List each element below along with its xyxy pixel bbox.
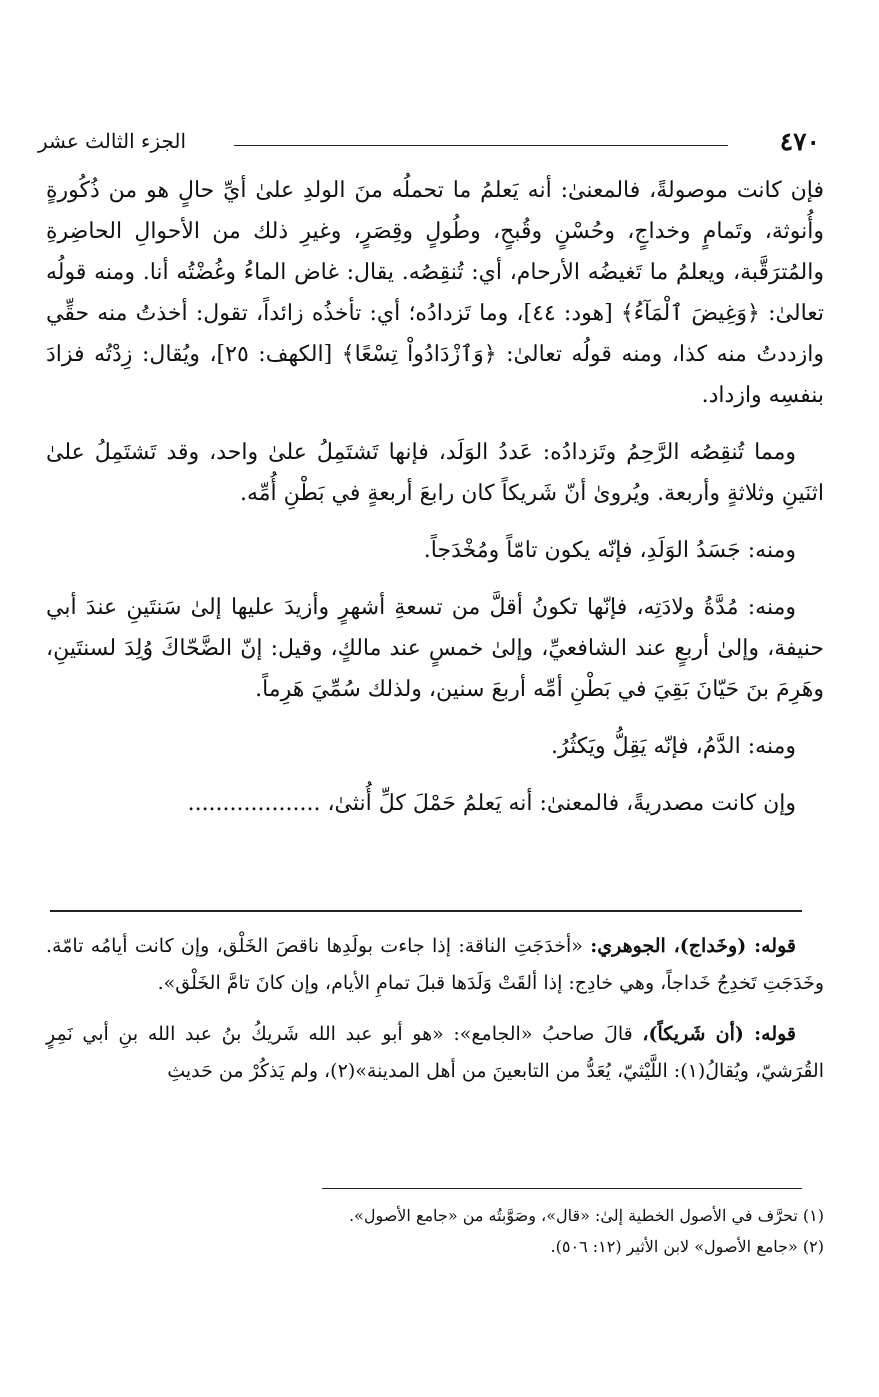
paragraph: وإن كانت مصدريةً، فالمعنىٰ: أنه يَعلمُ حَمْلَ كلِّ أُنثىٰ، ...................	[187, 791, 796, 816]
paragraph: ومنه: مُدَّةُ ولادَتِه، فإنّها تكونُ أقلَّ من تسعةِ أشهرٍ وأزيدَ عليها إلىٰ سَنتَينِ عندَ أبي حنيفة، وإلىٰ أربعٍ عند الشافعيِّ، وإلىٰ خمسٍ عند مالكٍ، وقيل: إنّ الضَّحّاكَ وُلِدَ لسنتَينِ، وهَرِمَ بنَ حَيّانَ بَقِيَ في بَطْنِ أمِّه أربعَ سنين، ولذلك سُمِّيَ هَرِماً.	[46, 595, 824, 702]
main-text	[46, 170, 824, 840]
page-number: ٤٧٠	[779, 127, 820, 156]
commentary-note	[46, 928, 824, 1002]
note-lead: قوله: (أن شَريكاً)،	[642, 1023, 797, 1045]
commentary-separator	[50, 910, 802, 912]
footnotes	[60, 1200, 824, 1262]
note-lead: قوله: (وخَداج)، الجوهري:	[590, 935, 796, 957]
note-text: قالَ صاحبُ «الجامع»: «هو أبو عبد الله شَريكُ بنُ عبد الله بنِ أبي نَمِرٍ القُرَشيّ، ويُقالُ(١): اللَّيْثيّ، يُعَدُّ من التابعينَ من أهل المدينة»(٢)، ولم يَذكُرْ من حَديثِ	[46, 1023, 824, 1082]
commentary	[46, 928, 824, 1104]
header-rule	[234, 145, 728, 146]
paragraph: ومما تُنقِصُه الرَّحِمُ وتَزدادُه: عَددُ الوَلَد، فإنها تَشتَمِلُ علىٰ واحد، وقد تَشتَمِلُ علىٰ اثنَينِ وثلاثةٍ وأربعة. ويُروىٰ أنّ شَريكاً كان رابعَ أربعةٍ في بَطْنِ أُمِّه.	[46, 440, 824, 506]
paragraph: فإن كانت موصولةً، فالمعنىٰ: أنه يَعلمُ ما تحملُه منَ الولدِ علىٰ أيِّ حالٍ هو من ذُكُورةٍ وأُنوثة، وتَمامٍ وخداجٍ، وحُسْنٍ وقُبحٍ، وطُولٍ وقِصَرٍ، وغيرِ ذلك من الأحوالِ الحاضِرةِ والمُترَقَّبة، ويعلمُ ما تَغيضُه الأرحام، أي: تُنقِصُه. يقال: غاض الماءُ وغُضْتُه أنا. ومنه قولُه تعالىٰ: ﴿وَغِيضَ ٱلْمَآءُ﴾ [هود: ٤٤]، وما تَزدادُه؛ أي: تأخذُه زائداً، تقول: أخذتُ منه حقِّي وازددتُ منه كذا، ومنه قولُه تعالىٰ: ﴿وَٱزْدَادُواْ تِسْعًا﴾ [الكهف: ٢٥]، ويُقال: زِدْتُه فزادَ بنفسِه وازداد.	[46, 178, 825, 408]
paragraph: ومنه: جَسَدُ الوَلَدِ، فإنّه يكون تامّاً ومُخْدَجاً.	[423, 538, 796, 563]
running-title: الجزء الثالث عشر	[38, 129, 187, 153]
paragraph: ومنه: الدَّمُ، فإنّه يَقِلُّ ويَكثُرُ.	[550, 734, 796, 759]
commentary-note	[46, 1016, 824, 1090]
note-text: «أخدَجَتِ الناقة: إذا جاءت بولَدِها ناقصَ الخَلْق، وإن كانت أيامُه تامّة. وخَدَجَتِ تَخدِجُ خَداجاً، وهي خادِج: إذا ألقَتْ وَلَدَها قبلَ تمامِ الأيام، وإن كانَ تامَّ الخَلْق».	[46, 935, 824, 994]
footnote-separator	[322, 1188, 802, 1189]
page-header	[38, 125, 820, 165]
footnote: (٢) «جامع الأصول» لابن الأثير (١٢: ٥٠٦).	[550, 1237, 824, 1256]
footnote: (١) تحرَّف في الأصول الخطية إلىٰ: «قال»، وصَوَّبتُه من «جامع الأصول».	[348, 1206, 824, 1225]
